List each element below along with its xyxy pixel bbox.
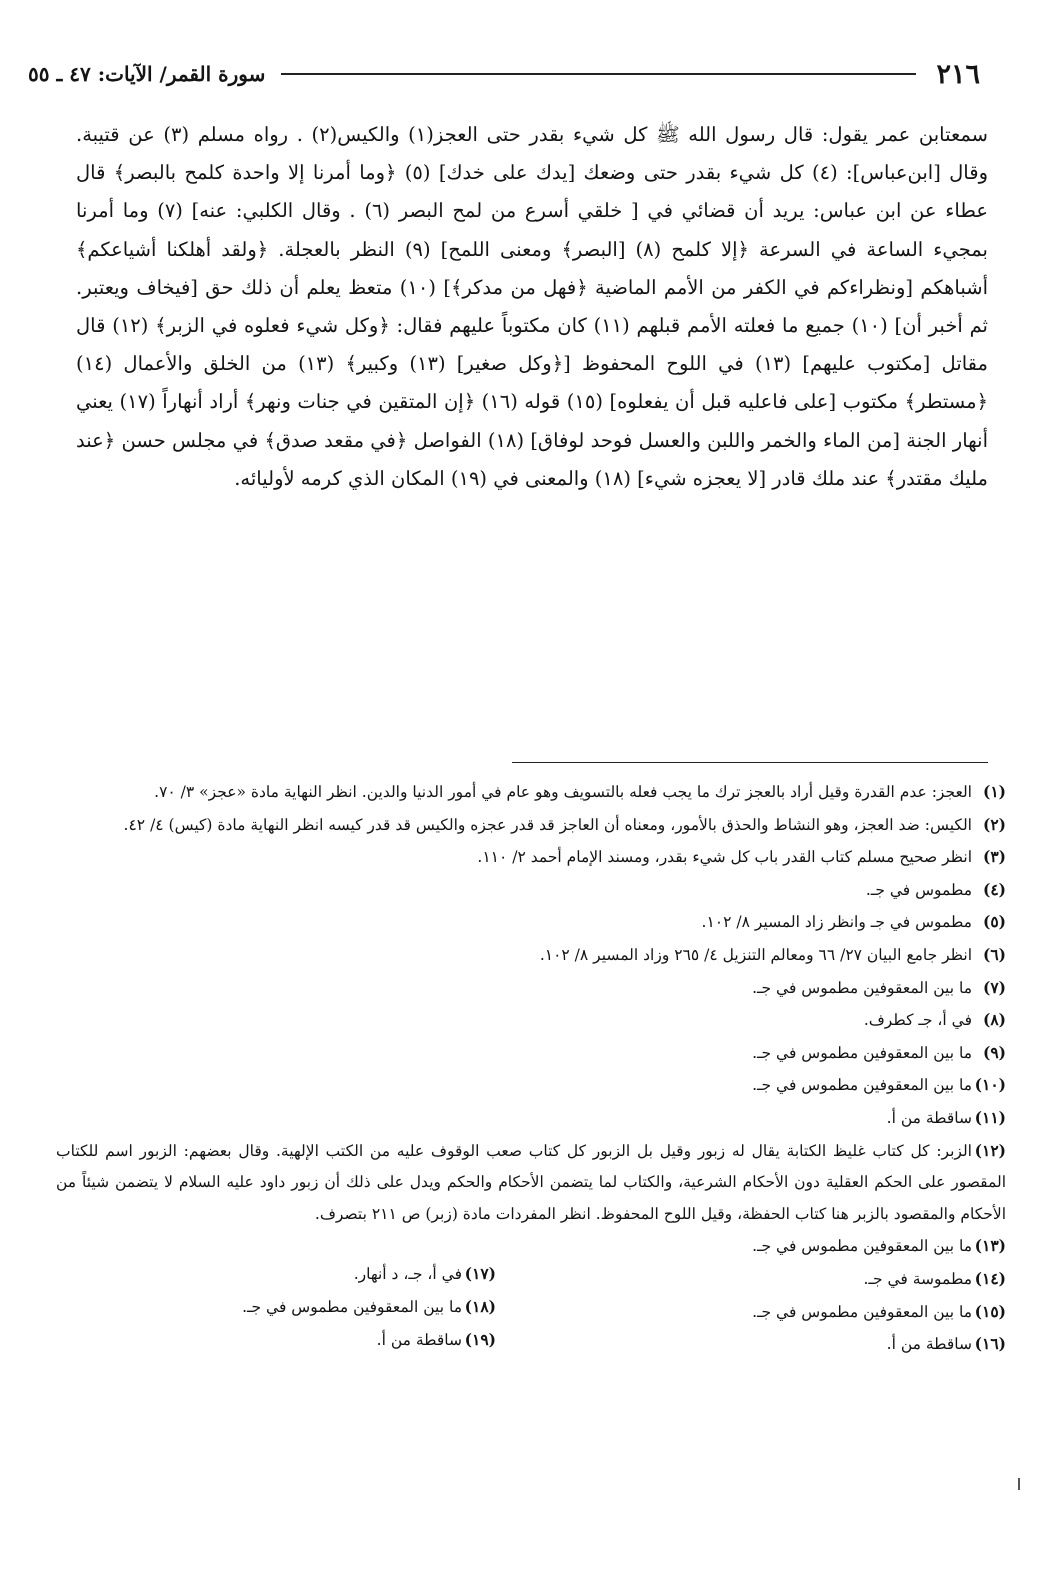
footnote-number: (١٧) [464,1264,496,1284]
footnote-number: (٢) [982,814,1006,834]
footnote-text: ما بين المعقوفين مطموس في جـ. [752,1076,972,1095]
footnote-number: (٨) [982,1010,1006,1030]
footnote-text: ما بين المعقوفين مطموس في جـ. [752,1302,972,1321]
footnote-11 [56,1102,1006,1135]
footnote-text: مطموس في جـ. [865,880,972,899]
footnote-number: (٥) [982,912,1006,932]
footnote-15 [536,1296,1006,1329]
footnote-2 [56,809,1006,842]
footnote-19 [66,1324,496,1357]
footnote-columns [56,1230,1006,1360]
footnote-4 [56,874,1006,907]
footnote-column-right [536,1230,1006,1360]
footnote-number: (١٣) [974,1236,1006,1256]
footnote-text: ما بين المعقوفين مطموس في جـ. [752,978,972,997]
footnote-18 [66,1291,496,1324]
footnote-14 [536,1263,1006,1296]
page-header [28,52,980,96]
footnote-number: (٩) [982,1042,1006,1062]
footnote-8 [56,1004,1006,1037]
footnote-number: (١٩) [464,1329,496,1349]
footnote-number: (١٨) [464,1296,496,1316]
footnote-text: ما بين المعقوفين مطموس في جـ. [752,1043,972,1062]
scan-edge-mark [1018,1478,1020,1490]
page-number: ٢١٦ [936,58,980,90]
footnote-number: (٤) [982,879,1006,899]
footnote-separator [512,762,988,763]
footnote-text: ساقطة من أ. [886,1108,972,1127]
footnote-5 [56,906,1006,939]
footnote-number: (١٦) [974,1334,1006,1354]
footnote-text: في أ، جـ كطرف. [863,1011,972,1030]
footnote-7 [56,972,1006,1005]
footnote-number: (١١) [974,1107,1006,1127]
footnote-12 [56,1135,1006,1231]
footnote-number: (٣) [982,847,1006,867]
running-title: سورة القمر/ الآيات: ٤٧ ـ ٥٥ [28,62,266,86]
footnote-text: ما بين المعقوفين مطموس في جـ. [242,1297,462,1316]
footnote-text: الكيس: ضد العجز، وهو النشاط والحذق بالأمور، ومعناه أن العاجز قد قدر عجزه والكيس قد قدر كيسه انظر النهاية مادة (كيس) ٤/ ٤٢. [123,815,972,834]
footnote-text: انظر صحيح مسلم كتاب القدر باب كل شيء بقدر، ومسند الإمام أحمد ٢/ ١١٠. [477,848,972,867]
footnote-text: مطموس في جـ وانظر زاد المسير ٨/ ١٠٢. [701,913,972,932]
footnote-9 [56,1037,1006,1070]
footnote-13 [536,1230,1006,1263]
footnote-number: (١٤) [974,1268,1006,1288]
footnote-number: (١٠) [974,1075,1006,1095]
footnote-number: (١٢) [974,1140,1006,1160]
footnote-text: العجز: عدم القدرة وقيل أراد بالعجز ترك ما يجب فعله بالتسويف وهو عام في أمور الدنيا والدين. انظر النهاية مادة «عجز» ٣/ ٧٠. [154,783,972,801]
footnote-column-left [66,1258,496,1356]
footnote-17 [66,1258,496,1291]
footnote-text: انظر جامع البيان ٢٧/ ٦٦ ومعالم التنزيل ٤/ ٢٦٥ وزاد المسير ٨/ ١٠٢. [539,945,972,964]
footnote-text: الزبر: كل كتاب غليظ الكتابة يقال له زبور وقيل بل الزبور كل كتاب صعب الوقوف عليه من الكتب الإلهية. وقال بعضهم: الزبور اسم للكتاب المقصور على الحكم العقلية دون الأحكام الشرعية، والكتاب لما يتضمن الأحكام والحكم ويدل على ذلك أن زبور داود عليه السلام لا يتضمن شيئاً من الأحكام والمقصود بالزبر هنا كتاب الحفظة، وقيل اللوح المحفوظ. انظر المفردات مادة (زبر) ص ٢١١ بتصرف. [56,1141,1006,1223]
main-paragraph: سمعتابن عمر يقول: قال رسول الله ﷺ كل شيء بقدر حتى العجز(١) والكيس(٢) . رواه مسلم (٣) عن قتيبة. وقال [ابن‌عباس]: (٤) كل شيء بقدر حتى وضعك [يدك على خدك] (٥) ﴿وما أمرنا إلا واحدة كلمح بالبصر﴾ قال عطاء عن ابن عباس: يريد أن قضائي في [ خلقي أسرع من لمح البصر (٦) . وقال الكلبي: عنه] (٧) وما أمرنا بمجيء الساعة في السرعة ﴿إلا كلمح (٨) [البصر﴾ ومعنى اللمح] (٩) النظر بالعجلة. ﴿ولقد أهلكنا أشياعكم﴾ أشباهكم [ونظراءكم في الكفر من الأمم الماضية ﴿فهل من مدكر﴾] (١٠) متعظ يعلم أن ذلك حق [فيخاف ويعتبر. ثم أخبر أن] (١٠) جميع ما فعلته الأمم قبلهم (١١) كان مكتوباً عليهم فقال: ﴿وكل شيء فعلوه في الزبر﴾ (١٢) قال مقاتل [مكتوب عليهم] (١٣) في اللوح المحفوظ [﴿وكل صغير] (١٣) وكبير﴾ (١٣) من الخلق والأعمال (١٤) ﴿مستطر﴾ مكتوب [على فاعليه قبل أن يفعلوه] (١٥) قوله (١٦) ﴿إن المتقين في جنات ونهر﴾ أراد أنهاراً (١٧) يعني أنهار الجنة [من الماء والخمر واللبن والعسل فوحد لوفاق] (١٨) الفواصل ﴿في مقعد صدق﴾ في مجلس حسن ﴿عند مليك مقتدر﴾ عند ملك قادر [لا يعجزه شيء] (١٨) والمعنى في (١٩) المكان الذي كرمه لأوليائه. [76,123,988,490]
footnote-text: ساقطة من أ. [886,1335,972,1354]
footnote-10 [56,1069,1006,1102]
header-rule [281,73,916,75]
footnote-text: مطموسة في جـ. [863,1269,972,1288]
footnotes [56,776,1006,1360]
footnote-number: (١) [982,782,1006,801]
footnote-number: (٧) [982,977,1006,997]
footnote-text: ما بين المعقوفين مطموس في جـ. [752,1237,972,1256]
main-text [76,116,988,498]
footnote-text: في أ، جـ، د أنهار. [353,1265,462,1284]
footnote-16 [536,1328,1006,1361]
footnote-text: ساقطة من أ. [376,1330,462,1349]
footnote-number: (٦) [982,944,1006,964]
footnote-1 [56,776,1006,809]
footnote-6 [56,939,1006,972]
footnote-3 [56,841,1006,874]
footnote-number: (١٥) [974,1301,1006,1321]
